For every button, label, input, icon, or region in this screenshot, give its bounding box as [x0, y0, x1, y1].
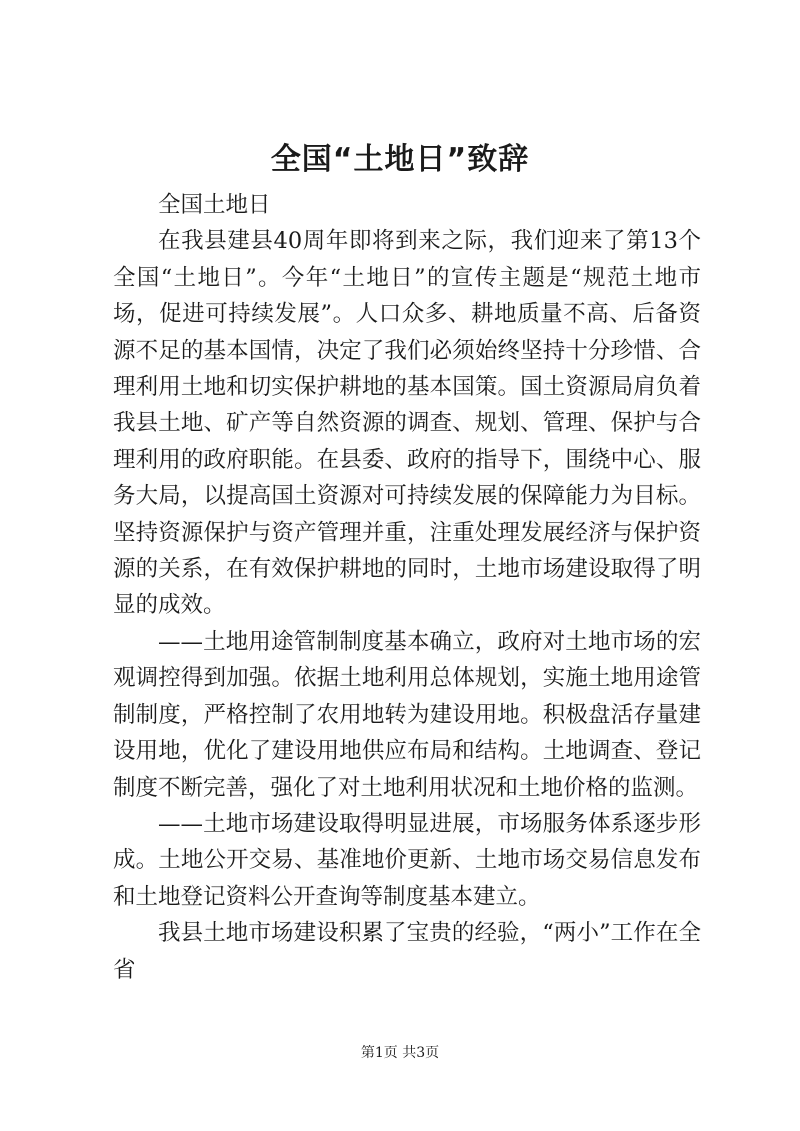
- paragraph-subtitle: 全国土地日: [158, 192, 271, 218]
- paragraph-intro: 在我县建县40周年即将到来之际，我们迎来了第13个全国“土地日”。今年“土地日”的宣传主题是“规范土地市场，促进可持续发展”。人口众多、耕地质量不高、后备资源不足的基本国情，决定了我们必须始终坚持十分珍惜、合理利用土地和切实保护耕地的基本国策。国土资源局肩负着我县土地、矿产等自然资源的调查、规划、管理、保护与合理利用的政府职能。在县委、政府的指导下，围绕中心、服务大局，以提高国土资源对可持续发展的保障能力为目标。坚持资源保护与资产管理并重，注重处理发展经济与保护资源的关系，在有效保护耕地的同时，土地市场建设取得了明显的成效。: [113, 228, 701, 619]
- paragraph-land-market: ——土地市场建设取得明显进展，市场服务体系逐步形成。土地公开交易、基准地价更新、土地市场交易信息发布和土地登记资料公开查询等制度基本建立。: [113, 810, 701, 910]
- document-title: 全国“土地日”致辞: [270, 142, 530, 177]
- document-body: [113, 187, 701, 988]
- paragraph-experience: 我县土地市场建设积累了宝贵的经验，“两小”工作在全省: [113, 920, 701, 983]
- page-footer: 第1页 共3页: [360, 1045, 440, 1061]
- paragraph-land-use-control: ——土地用途管制制度基本确立，政府对土地市场的宏观调控得到加强。依据土地利用总体规划，实施土地用途管制制度，严格控制了农用地转为建设用地。积极盘活存量建设用地，优化了建设用地供应布局和结构。土地调查、登记制度不断完善，强化了对土地利用状况和土地价格的监测。: [113, 628, 701, 801]
